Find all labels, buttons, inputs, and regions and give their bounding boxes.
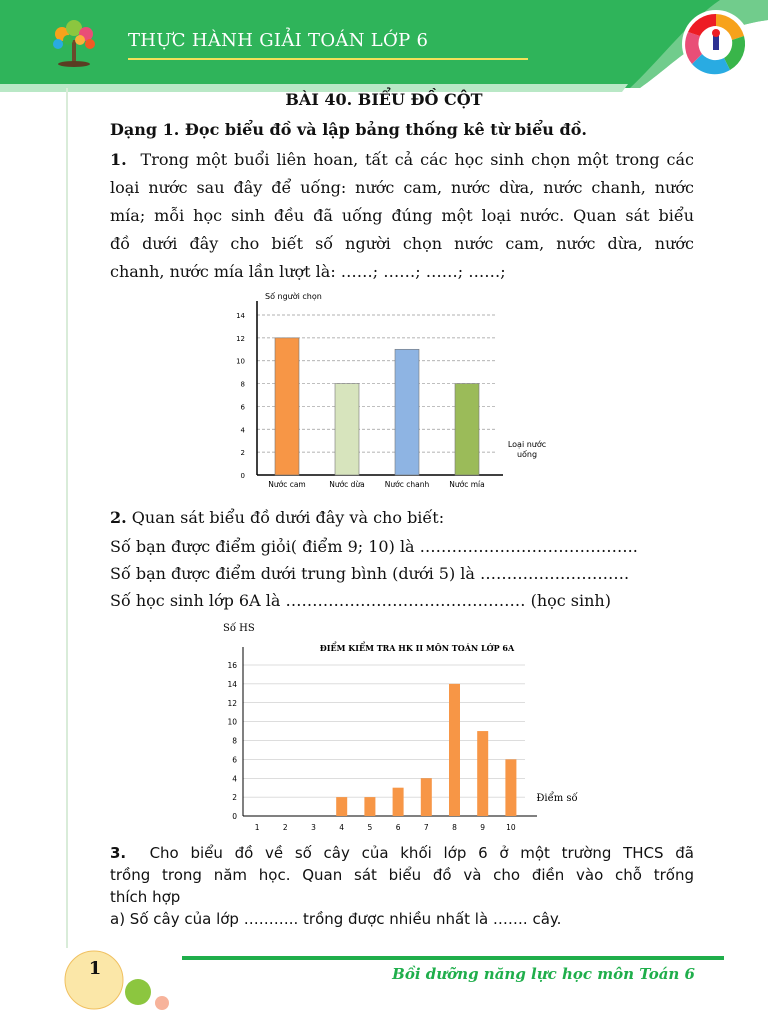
y-tick-label: 8 <box>240 380 245 389</box>
bar <box>421 778 432 816</box>
q1-line-2: loại nước sau đây để uống: nước cam, nước dừa, nước chanh, nước <box>110 178 694 197</box>
school-emblem-icon <box>680 8 752 80</box>
header-title: THỰC HÀNH GIẢI TOÁN LỚP 6 <box>128 30 429 51</box>
bar <box>393 788 404 816</box>
test-score-bar-chart <box>215 615 595 840</box>
bar <box>335 384 359 475</box>
x-tick-label: 6 <box>395 823 401 832</box>
x-tick-label: 3 <box>311 823 316 832</box>
q2-line-3: Số học sinh lớp 6A là ……………………………………… (học sinh) <box>110 591 611 610</box>
q3-number: 3. <box>110 844 127 862</box>
bar <box>477 731 488 816</box>
q3-line-4: a) Số cây của lớp ……….. trồng được nhiều nhất là ……. cây. <box>110 910 562 928</box>
y-tick-label: 14 <box>236 312 245 320</box>
y-tick-label: 6 <box>240 403 245 412</box>
bar <box>364 797 375 816</box>
x-axis-label: Loại nước uống <box>507 440 547 459</box>
q2-intro-line <box>110 508 694 527</box>
x-tick-label: 10 <box>506 823 516 832</box>
left-margin-rule <box>66 88 68 948</box>
q3-line-3: thích hợp <box>110 888 181 906</box>
q1-line-1 <box>110 150 694 169</box>
q3-text: Cho biểu đồ về số cây của khối lớp 6 ở một trường THCS đã <box>149 844 694 862</box>
q2-line-2: Số bạn được điểm dưới trung bình (dưới 5) là ………………………. <box>110 564 630 583</box>
bar <box>449 684 460 816</box>
y-tick-label: 4 <box>240 426 245 435</box>
tree-logo-icon <box>46 18 102 70</box>
y-tick-label: 4 <box>232 774 237 784</box>
q1-line-4: đồ dưới đây cho biết số người chọn nước cam, nước dừa, nước <box>110 234 694 253</box>
q3-line-1 <box>110 844 694 862</box>
x-tick-label: 2 <box>282 823 288 832</box>
x-tick-label: 9 <box>480 823 486 832</box>
y-tick-label: 0 <box>232 812 237 821</box>
bar <box>275 338 299 475</box>
q2-number: 2. <box>110 508 127 527</box>
y-tick-label: 14 <box>227 679 237 689</box>
header-underline <box>128 58 528 60</box>
x-tick-label: Nước cam <box>268 480 306 489</box>
x-tick-label: 5 <box>367 823 373 832</box>
x-tick-label: 1 <box>254 823 260 832</box>
footer-text: Bồi dưỡng năng lực học môn Toán 6 <box>392 965 695 983</box>
y-tick-label: 16 <box>227 661 237 670</box>
y-axis-label: Số HS <box>223 623 255 634</box>
x-tick-label: Nước chanh <box>384 480 430 489</box>
page-number: 1 <box>88 958 102 979</box>
lesson-title: BÀI 40. BIỂU ĐỒ CỘT <box>285 90 483 109</box>
y-tick-label: 12 <box>236 334 245 343</box>
x-tick-label: 8 <box>452 823 457 832</box>
q1-line-3: mía; mỗi học sinh đều đã uống đúng một loại nước. Quan sát biểu <box>110 206 694 225</box>
y-tick-label: 10 <box>227 717 237 727</box>
y-tick-label: 6 <box>232 755 237 765</box>
y-tick-label: 2 <box>240 449 245 458</box>
y-tick-label: 2 <box>232 793 237 803</box>
y-axis-label: Số người chọn <box>265 292 322 301</box>
x-axis-label: Điểm số <box>536 793 578 804</box>
footer-line <box>182 956 724 960</box>
bar <box>395 349 419 475</box>
x-tick-label: Nước dừa <box>329 480 365 489</box>
x-tick-label: 7 <box>423 823 429 832</box>
bar <box>505 759 516 816</box>
y-tick-label: 12 <box>227 698 237 708</box>
x-tick-label: Nước mía <box>449 480 485 489</box>
bar <box>455 384 479 475</box>
y-tick-label: 10 <box>236 357 245 366</box>
q2-line-1: Số bạn được điểm giỏi( điểm 9; 10) là ………………………………….. <box>110 537 638 556</box>
section-title: Dạng 1. Đọc biểu đồ và lập bảng thống kê từ biểu đồ. <box>110 120 587 139</box>
y-tick-label: 0 <box>240 472 245 480</box>
drink-choice-bar-chart <box>225 285 575 495</box>
q1-number: 1. <box>110 150 127 169</box>
bar <box>336 797 347 816</box>
q2-intro: Quan sát biểu đồ dưới đây và cho biết: <box>131 508 445 527</box>
x-tick-label: 4 <box>339 823 345 832</box>
q1-text: Trong một buổi liên hoan, tất cả các học sinh chọn một trong các <box>140 150 695 169</box>
y-tick-label: 8 <box>232 736 237 746</box>
q3-line-2: trồng trong năm học. Quan sát biểu đồ và cho điền vào chỗ trống <box>110 866 694 884</box>
chart-title: ĐIỂM KIỂM TRA HK II MÔN TOÁN LỚP 6A <box>319 643 515 653</box>
q1-line-5: chanh, nước mía lần lượt là: ……; ……; ……; ……; <box>110 262 506 281</box>
